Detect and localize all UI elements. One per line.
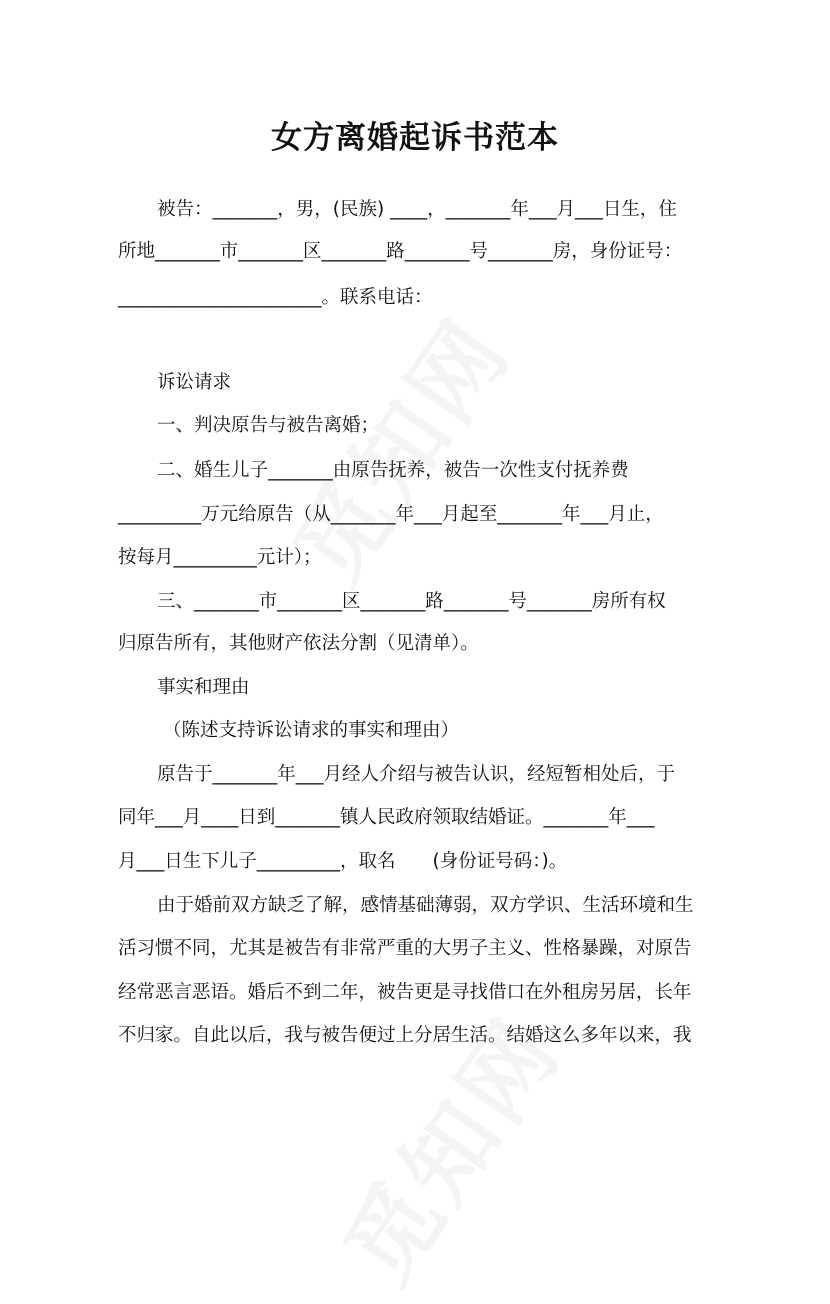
facts-para-1-line-1: 原告于_______年___月经人介绍与被告认识，经短暂相处后，于 <box>157 764 676 785</box>
claim-2-line-1: 二、婚生儿子_______由原告抚养，被告一次性支付抚养费 <box>157 460 629 481</box>
facts-para-2-line-4: 不归家。自此以后，我与被告便过上分居生活。结婚这么多年以来，我 <box>118 1025 692 1046</box>
facts-para-2-line-1: 由于婚前双方缺乏了解，感情基础薄弱，双方学识、生活环境和生 <box>157 895 694 916</box>
facts-para-2-line-2: 活习惯不同，尤其是被告有非常严重的大男子主义、性格暴躁，对原告 <box>118 938 692 959</box>
claim-2-line-2: _________万元给原告（从_______年___月起至_______年___月止， <box>118 504 664 525</box>
facts-para-2-line-3: 经常恶言恶语。婚后不到二年，被告更是寻找借口在外租房另居，长年 <box>118 982 692 1003</box>
facts-para-1-line-2: 同年___月____日到_______镇人民政府领取结婚证。_______年___ <box>118 807 655 828</box>
defendant-info-line-2: 所地_______市_______区_______路_______号_______房，身份证号： <box>118 241 683 262</box>
document-title: 女方离婚起诉书范本 <box>271 120 559 156</box>
claim-3-line-2: 归原告所有，其他财产依法分割（见清单）。 <box>118 633 479 654</box>
section-heading-claims: 诉讼请求 <box>157 372 232 393</box>
claim-1: 一、判决原告与被告离婚； <box>157 415 380 436</box>
section-heading-facts: 事实和理由 <box>157 677 250 698</box>
defendant-info-line-1: 被告：_______，男，(民族) ____，_______年___月___日生，住 <box>157 199 677 220</box>
claim-2-line-3: 按每月_________元计）； <box>118 547 322 568</box>
facts-para-1-line-3: 月___日生下儿子_________，取名 (身份证号码：)。 <box>118 851 568 872</box>
claim-3-line-1: 三、_______市_______区_______路_______号_______房所有权 <box>157 591 666 612</box>
defendant-info-line-3: ______________________。联系电话： <box>118 287 433 308</box>
facts-note: （陈述支持诉讼请求的事实和理由） <box>163 720 460 741</box>
